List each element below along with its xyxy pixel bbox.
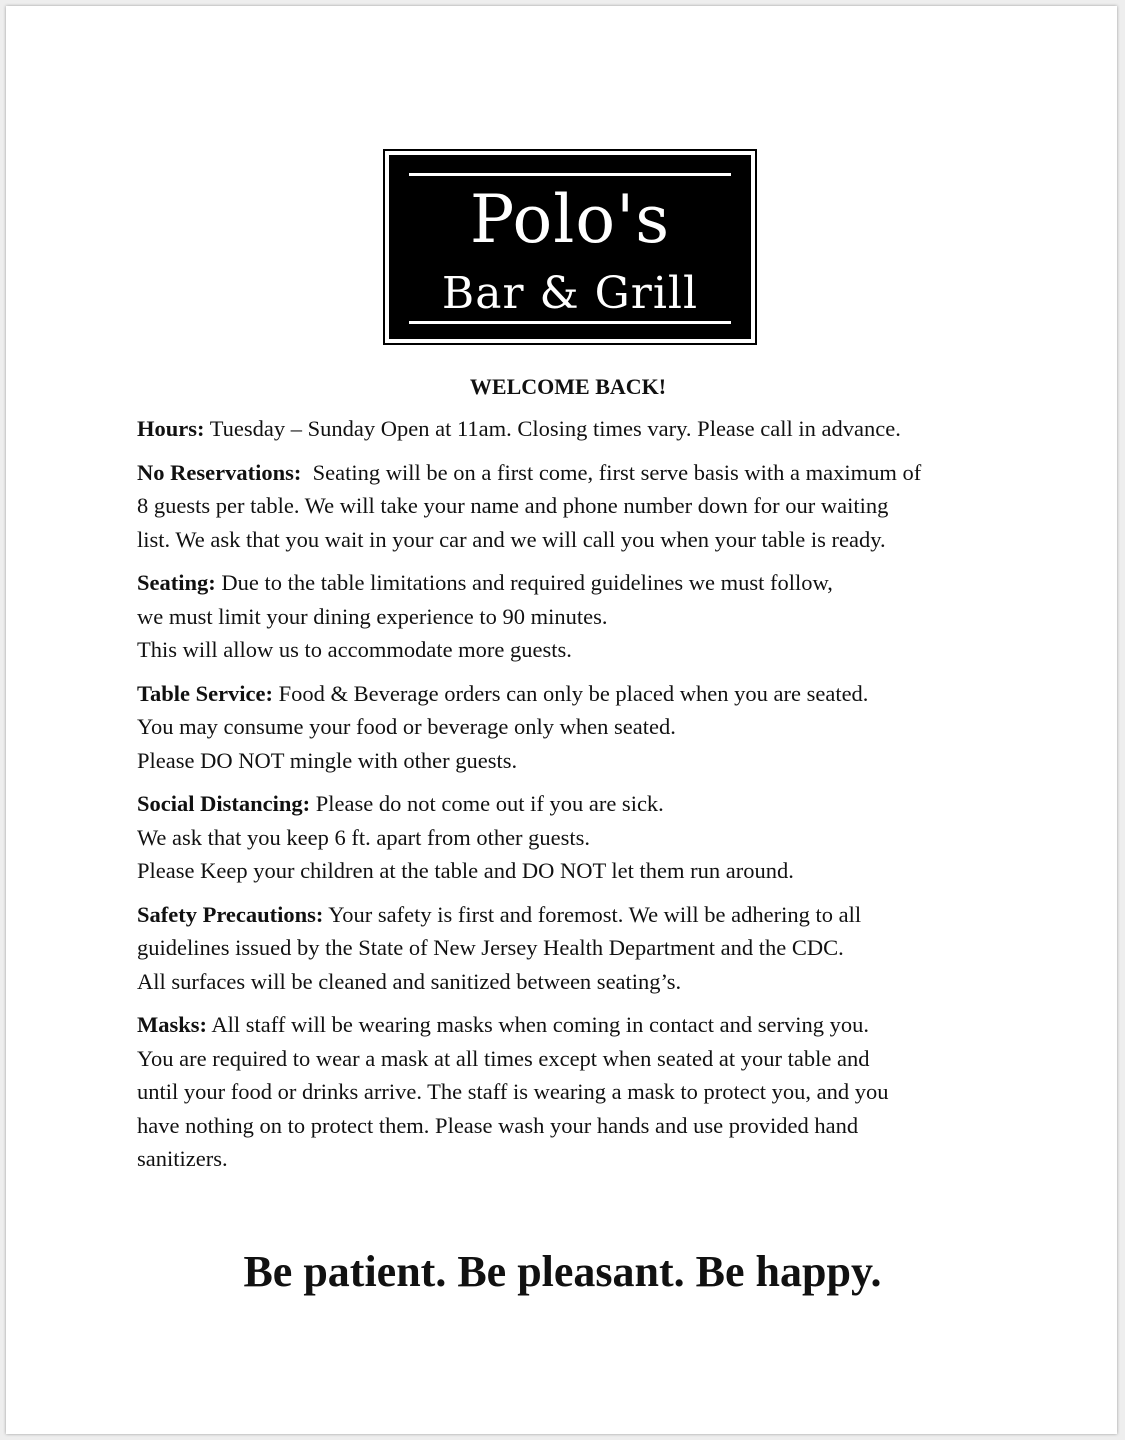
document-page bbox=[6, 6, 1117, 1434]
section-label: Table Service: bbox=[137, 680, 274, 706]
section-label: Seating: bbox=[137, 570, 216, 595]
section-text: Tuesday – Sunday Open at 11am. Closing times vary. Please call in advance. bbox=[209, 416, 901, 441]
section-text: Please do not come out if you are sick. bbox=[315, 791, 664, 816]
section-table-service bbox=[137, 677, 997, 778]
logo-bottom-rule bbox=[409, 321, 731, 324]
section-text: until your food or drinks arrive. The staff is wearing a mask to protect you, and you bbox=[137, 1079, 889, 1104]
section-text: list. We ask that you wait in your car and we will call you when your table is ready. bbox=[137, 526, 886, 552]
section-line bbox=[137, 787, 997, 821]
section-label: No Reservations: bbox=[137, 459, 302, 485]
section-line bbox=[137, 456, 997, 490]
section-social-distancing bbox=[137, 787, 997, 888]
section-line bbox=[137, 1008, 997, 1042]
section-text: sanitizers. bbox=[137, 1146, 228, 1171]
section-text: 8 guests per table. We will take your name and phone number down for our waiting bbox=[137, 493, 889, 518]
logo-top-rule bbox=[409, 173, 731, 176]
section-label: Social Distancing: bbox=[137, 791, 311, 816]
logo-subtitle: Bar & Grill bbox=[441, 268, 699, 319]
section-text: This will allow us to accommodate more guests. bbox=[137, 637, 572, 662]
section-line bbox=[137, 677, 997, 711]
section-text: Due to the table limitations and required guidelines we must follow, bbox=[221, 570, 833, 595]
section-text: Please Keep your children at the table and DO NOT let them run around. bbox=[137, 858, 794, 883]
section-label: Masks: bbox=[137, 1012, 208, 1037]
section-text: Your safety is first and foremost. We will be adhering to all bbox=[328, 901, 862, 927]
section-line bbox=[137, 566, 997, 600]
section-line bbox=[137, 898, 997, 932]
section-line bbox=[137, 412, 997, 446]
welcome-heading: WELCOME BACK! bbox=[469, 374, 667, 399]
section-label: Hours: bbox=[137, 416, 205, 441]
section-safety-precautions bbox=[137, 898, 997, 999]
section-text: guidelines issued by the State of New Jersey Health Department and the CDC. bbox=[137, 935, 844, 960]
section-text: we must limit your dining experience to 90 minutes. bbox=[137, 603, 608, 629]
section-masks bbox=[137, 1008, 997, 1176]
section-text: We ask that you keep 6 ft. apart from other guests. bbox=[137, 824, 591, 850]
section-text: Seating will be on a first come, first serve basis with a maximum of bbox=[312, 459, 922, 485]
section-text: Please DO NOT mingle with other guests. bbox=[137, 747, 518, 773]
section-seating bbox=[137, 566, 997, 667]
section-text: All surfaces will be cleaned and sanitized between seating’s. bbox=[137, 968, 682, 994]
closing-tagline: Be patient. Be pleasant. Be happy. bbox=[243, 1247, 882, 1296]
logo-panel bbox=[389, 155, 751, 339]
section-text: have nothing on to protect them. Please wash your hands and use provided hand bbox=[137, 1112, 859, 1138]
section-hours bbox=[137, 412, 997, 446]
logo-name: Polo's bbox=[469, 181, 671, 258]
restaurant-logo bbox=[383, 149, 757, 345]
section-text: You may consume your food or beverage only when seated. bbox=[137, 714, 676, 739]
notice-body bbox=[137, 373, 997, 1186]
section-no-reservations bbox=[137, 456, 997, 557]
section-text: Food & Beverage orders can only be placed when you are seated. bbox=[278, 680, 869, 706]
section-label: Safety Precautions: bbox=[137, 901, 324, 927]
section-text: All staff will be wearing masks when coming in contact and serving you. bbox=[211, 1012, 869, 1037]
section-text: You are required to wear a mask at all times except when seated at your table and bbox=[137, 1045, 870, 1071]
